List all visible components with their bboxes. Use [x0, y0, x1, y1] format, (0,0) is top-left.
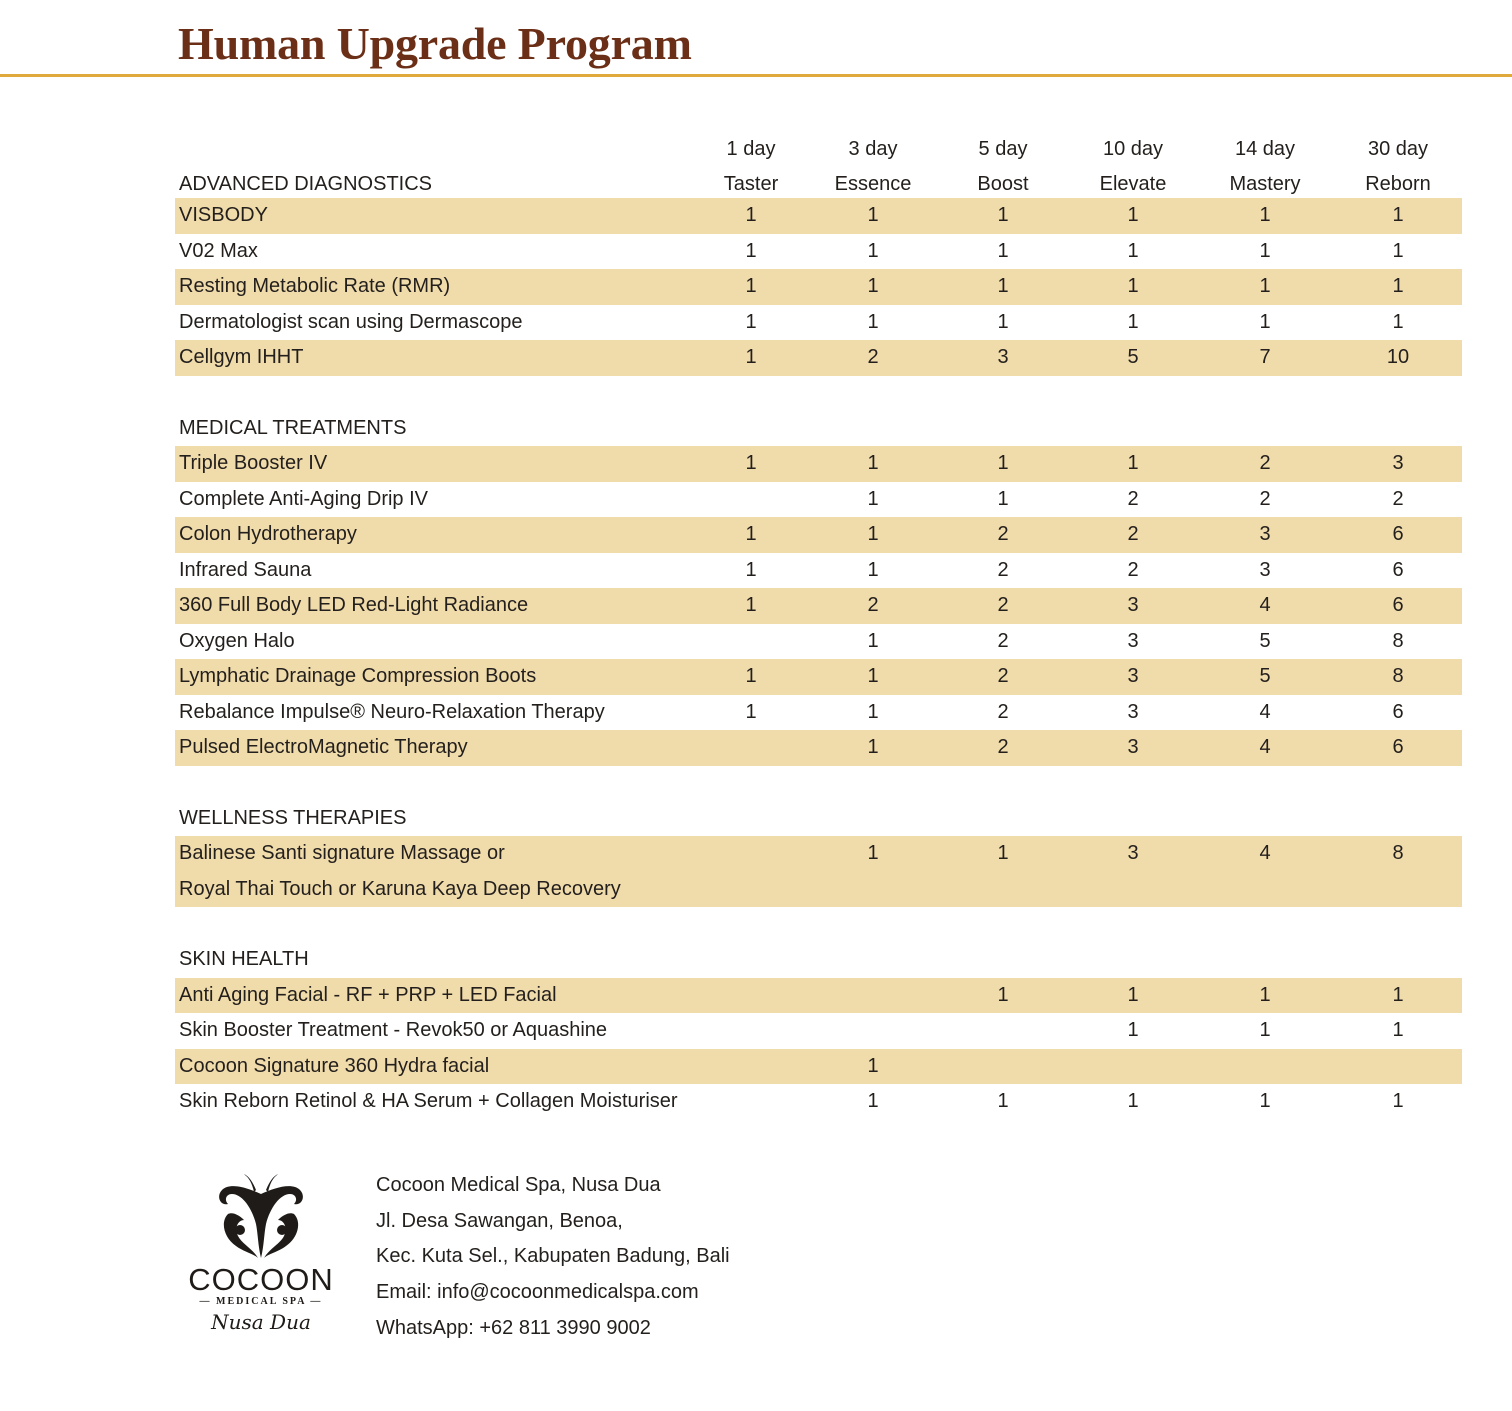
row-value: 2 — [1127, 558, 1139, 581]
row-value: 1 — [745, 558, 757, 581]
row-value: 1 — [867, 842, 879, 864]
row-value: 4 — [1259, 594, 1271, 616]
row-value: 1 — [867, 700, 879, 723]
section-header — [175, 801, 1462, 837]
row-value: 8 — [1392, 665, 1404, 687]
row-value: 1 — [1392, 239, 1404, 262]
table-row — [175, 836, 1462, 907]
contact-info — [376, 1168, 730, 1347]
column-days: 10 day — [1102, 138, 1164, 160]
row-value: 1 — [745, 346, 757, 368]
row-value: 1 — [997, 842, 1009, 864]
row-label: Dermatologist scan using Dermascope — [179, 310, 523, 333]
row-value: 3 — [997, 346, 1009, 368]
column-header — [691, 132, 811, 202]
row-value: 1 — [867, 275, 879, 297]
column-days: 3 day — [848, 138, 898, 160]
row-value: 5 — [1259, 665, 1271, 687]
table-row — [175, 659, 1462, 695]
row-value: 1 — [1259, 239, 1271, 262]
table-row — [175, 553, 1462, 589]
row-value: 3 — [1127, 594, 1139, 616]
row-value: 6 — [1392, 594, 1404, 616]
row-value: 2 — [997, 700, 1009, 723]
column-header — [943, 132, 1063, 202]
row-label: VISBODY — [179, 204, 268, 226]
table-row — [175, 624, 1462, 660]
program-table — [175, 132, 1462, 1120]
butterfly-icon — [178, 1174, 344, 1262]
row-value: 1 — [1127, 275, 1139, 297]
row-value: 1 — [1259, 275, 1271, 297]
row-label: Anti Aging Facial - RF + PRP + LED Facial — [179, 983, 557, 1006]
row-value: 4 — [1259, 700, 1271, 723]
row-value: 1 — [867, 523, 879, 545]
row-value: 1 — [1259, 310, 1271, 333]
row-value: 8 — [1392, 629, 1404, 652]
row-value: 3 — [1127, 665, 1139, 687]
column-days: 1 day — [726, 138, 776, 160]
table-row — [175, 305, 1462, 341]
row-value: 3 — [1127, 842, 1139, 864]
row-label: Skin Booster Treatment - Revok50 or Aquashine — [179, 1019, 608, 1041]
column-header — [1073, 132, 1193, 202]
table-row — [175, 978, 1462, 1014]
row-value: 1 — [1127, 1090, 1139, 1112]
table-row — [175, 588, 1462, 624]
row-value: 2 — [1127, 523, 1139, 545]
row-value: 1 — [997, 239, 1009, 262]
row-value: 1 — [1127, 983, 1139, 1006]
logo-subtitle: — MEDICAL SPA — — [199, 1296, 323, 1307]
row-value: 1 — [745, 275, 757, 297]
section-header — [175, 942, 1462, 978]
column-header — [813, 132, 933, 202]
row-value: 1 — [745, 523, 757, 545]
row-value: 1 — [867, 487, 879, 510]
row-value: 3 — [1127, 736, 1139, 758]
row-label: Pulsed ElectroMagnetic Therapy — [179, 736, 468, 758]
row-label: V02 Max — [179, 239, 258, 262]
row-label-continued: Royal Thai Touch or Karuna Kaya Deep Recovery — [179, 877, 621, 900]
row-value: 1 — [1127, 310, 1139, 333]
row-value: 1 — [1259, 983, 1271, 1006]
row-value: 3 — [1127, 700, 1139, 723]
table-row — [175, 730, 1462, 766]
section-title: MEDICAL TREATMENTS — [179, 416, 407, 439]
table-row — [175, 269, 1462, 305]
table-row — [175, 340, 1462, 376]
row-label: Cocoon Signature 360 Hydra facial — [179, 1054, 490, 1077]
table-header — [175, 132, 1462, 198]
row-value: 4 — [1259, 842, 1271, 864]
row-value: 2 — [1259, 452, 1271, 474]
row-value: 2 — [997, 558, 1009, 581]
row-value: 2 — [997, 629, 1009, 652]
logo-script: Nusa Dua — [211, 1310, 311, 1334]
row-value: 1 — [745, 310, 757, 333]
row-value: 1 — [867, 629, 879, 652]
row-value: 1 — [867, 558, 879, 581]
row-value: 6 — [1392, 558, 1404, 581]
column-header — [1338, 132, 1458, 202]
row-value: 1 — [997, 983, 1009, 1006]
row-value: 1 — [1392, 1019, 1404, 1041]
row-value: 1 — [867, 452, 879, 474]
row-label: Complete Anti-Aging Drip IV — [179, 487, 429, 510]
row-value: 2 — [1127, 487, 1139, 510]
row-value: 1 — [1259, 1090, 1271, 1112]
row-value: 2 — [997, 594, 1009, 616]
row-value: 10 — [1386, 346, 1410, 368]
table-row — [175, 695, 1462, 731]
row-value: 1 — [1127, 452, 1139, 474]
table-row — [175, 234, 1462, 270]
column-name: Taster — [723, 173, 779, 195]
row-label: Lymphatic Drainage Compression Boots — [179, 665, 537, 687]
row-value: 6 — [1392, 736, 1404, 758]
row-value: 1 — [867, 310, 879, 333]
row-value: 7 — [1259, 346, 1271, 368]
row-value: 1 — [1259, 204, 1271, 226]
row-label: Skin Reborn Retinol & HA Serum + Collagen Moisturiser — [179, 1090, 678, 1112]
row-value: 1 — [1392, 275, 1404, 297]
row-label: Colon Hydrotherapy — [179, 523, 357, 545]
column-header — [1205, 132, 1325, 202]
row-value: 1 — [745, 204, 757, 226]
column-name: Essence — [834, 173, 912, 195]
row-value: 1 — [997, 275, 1009, 297]
section-header — [175, 411, 1462, 447]
column-days: 14 day — [1234, 138, 1296, 160]
row-value: 1 — [867, 1090, 879, 1112]
row-label: Oxygen Halo — [179, 629, 295, 652]
row-value: 1 — [867, 239, 879, 262]
table-row — [175, 1013, 1462, 1049]
row-value: 2 — [997, 736, 1009, 758]
table-row — [175, 198, 1462, 234]
column-name: Mastery — [1229, 173, 1301, 195]
row-value: 4 — [1259, 736, 1271, 758]
row-value: 2 — [867, 594, 879, 616]
row-value: 1 — [997, 1090, 1009, 1112]
row-value: 2 — [1259, 487, 1271, 510]
logo-wordmark: COCOON — [188, 1262, 334, 1297]
row-value: 3 — [1392, 452, 1404, 474]
contact-name: Cocoon Medical Spa, Nusa Dua — [376, 1174, 661, 1196]
cocoon-logo — [178, 1174, 344, 1342]
row-label: Infrared Sauna — [179, 558, 312, 581]
column-days: 30 day — [1367, 138, 1429, 160]
table-row — [175, 517, 1462, 553]
row-value: 2 — [1392, 487, 1404, 510]
row-value: 1 — [745, 594, 757, 616]
section-title: ADVANCED DIAGNOSTICS — [179, 173, 432, 195]
row-value: 1 — [997, 310, 1009, 333]
column-name: Elevate — [1099, 173, 1167, 195]
row-value: 1 — [867, 204, 879, 226]
table-row — [175, 482, 1462, 518]
column-name: Boost — [977, 173, 1029, 195]
row-value: 1 — [745, 665, 757, 687]
row-value: 1 — [1392, 204, 1404, 226]
row-value: 1 — [1392, 1090, 1404, 1112]
contact-street: Jl. Desa Sawangan, Benoa, — [376, 1209, 623, 1232]
contact-region: Kec. Kuta Sel., Kabupaten Badung, Bali — [376, 1245, 730, 1268]
row-value: 1 — [1392, 310, 1404, 333]
column-days: 5 day — [978, 138, 1028, 160]
row-value: 6 — [1392, 523, 1404, 545]
row-value: 3 — [1127, 629, 1139, 652]
table-row — [175, 1049, 1462, 1085]
contact-whatsapp[interactable]: WhatsApp: +62 811 3990 9002 — [376, 1316, 651, 1339]
row-value: 1 — [1392, 983, 1404, 1006]
row-value: 3 — [1259, 558, 1271, 581]
row-value: 5 — [1127, 346, 1139, 368]
table-body — [175, 198, 1462, 1120]
row-value: 8 — [1392, 842, 1404, 864]
title-divider — [0, 74, 1512, 77]
row-value: 1 — [745, 239, 757, 262]
row-value: 1 — [1127, 239, 1139, 262]
contact-email[interactable]: Email: info@cocoonmedicalspa.com — [376, 1281, 699, 1304]
row-value: 3 — [1259, 523, 1271, 545]
row-value: 1 — [1127, 1019, 1139, 1041]
section-title: SKIN HEALTH — [179, 948, 309, 970]
column-name: Reborn — [1365, 173, 1431, 195]
row-value: 2 — [997, 523, 1009, 545]
table-row — [175, 1084, 1462, 1120]
row-value: 1 — [867, 1054, 879, 1077]
row-label: Balinese Santi signature Massage or — [179, 842, 505, 864]
row-label: Resting Metabolic Rate (RMR) — [179, 275, 451, 297]
row-label: 360 Full Body LED Red-Light Radiance — [179, 594, 529, 616]
row-value: 1 — [1127, 204, 1139, 226]
row-value: 2 — [997, 665, 1009, 687]
row-value: 1 — [867, 665, 879, 687]
row-label: Cellgym IHHT — [179, 346, 304, 368]
row-label: Rebalance Impulse® Neuro-Relaxation Therapy — [179, 700, 605, 723]
row-value: 1 — [997, 452, 1009, 474]
row-value: 6 — [1392, 700, 1404, 723]
row-value: 5 — [1259, 629, 1271, 652]
row-value: 1 — [745, 452, 757, 474]
row-label: Triple Booster IV — [179, 452, 328, 474]
table-row — [175, 446, 1462, 482]
row-value: 2 — [867, 346, 879, 368]
row-value: 1 — [745, 700, 757, 723]
section-title: WELLNESS THERAPIES — [179, 806, 407, 829]
row-value: 1 — [867, 736, 879, 758]
row-value: 1 — [1259, 1019, 1271, 1041]
row-value: 1 — [997, 487, 1009, 510]
row-value: 1 — [997, 204, 1009, 226]
page-title: Human Upgrade Program — [178, 18, 692, 69]
